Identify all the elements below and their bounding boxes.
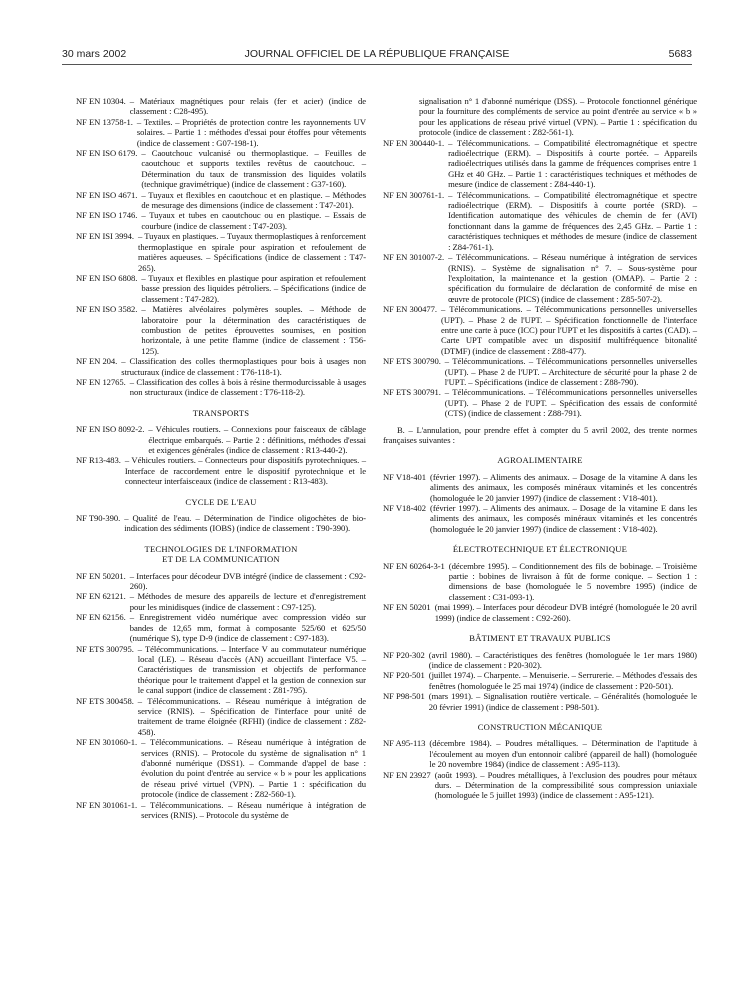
norm-entry [383,138,697,190]
norm-reference: NF EN ISO 6808. [76,272,138,283]
norm-entry [76,190,366,211]
section-heading: TECHNOLOGIES DE L'INFORMATION ET DE LA COMMUNICATION [144,543,298,565]
header-page-number: 5683 [668,48,692,60]
norm-entry [383,602,697,623]
norm-reference: NF EN 204. [76,356,118,367]
norm-entry [76,800,366,821]
norm-reference: NF V18-401 [383,471,427,482]
norm-entry [76,96,366,117]
section-heading: CONSTRUCTION MÉCANIQUE [477,721,603,732]
norm-entry [76,591,366,612]
norm-entry [383,691,697,712]
norm-reference: NF EN 301061-1. [76,799,138,810]
norm-reference: NF EN ISO 4671. [76,189,138,200]
norm-description: – Qualité de l'eau. – Détermination de l'indice oligochètes de bio-indication des sédiments (IOBS) (indice de classement : T90-390). [124,513,366,534]
norm-reference: NF V18-402 [383,503,427,514]
norm-description: – Télécommunications. – Télécommunications personnelles universelles (UPT). – Phase 2 de l'UPT. – Spécification fonctionnelle de l'interface entre une carte à puce (ICC) pour l'UPT et les dispositifs à cartes (CAD). – Carte UPT compatible avec un dispositif multifréquence bitonalité (DTMF) (indice de classement : Z88-477). [441,304,697,356]
norm-entry [76,696,366,738]
norm-reference: NF A95-113 [383,738,426,749]
norm-description: – Véhicules routiers. – Connecteurs pour dispositifs pyrotechniques. – Interface de raccordement entre le dispositif pyrotechnique et le connecteur interfaisceaux (indice de classement : R13-483). [124,455,366,487]
norm-description: – Véhicules routiers. – Connexions pour faisceaux de câblage électrique embarqués. – Partie 2 : définitions, méthodes d'essai et exigences générales (indice de classement : R13-440-2). [148,424,366,455]
norm-entry [76,273,366,304]
section-heading: TRANSPORTS [192,407,250,418]
norm-entry [383,356,697,387]
norm-description: (mai 1999). – Interfaces pour décodeur DVB intégré (homologuée le 20 avril 1999) (indice de classement : C92-260). [434,602,697,623]
norm-entry [76,148,366,190]
norm-description: (décembre 1995). – Conditionnement des fils de bobinage. – Troisième partie : bobines de livraison à fût de forme conique. – Section 1 : dimensions de base (homologuée le 5 novembre 1995) (indice de classement : C31-093-1). [448,560,697,602]
norm-description: – Télécommunications. – Réseau numérique à intégration de services (RNIS). – Protocole du système de signalisation n° 1 d'abonné numérique (DSS1). – Commande d'appel de base : évolution du point d'entrée au service « b » pour les applications de réseau privé virtuel (VPN). – Partie 1 : spécification du protocole (indice de classement : Z82-560-1). [141,737,366,800]
norm-description: (décembre 1984). – Poudres métalliques. – Détermination de l'aptitude à l'écoulement au moyen d'un entonnoir calibré (appareil de hall) (homologuée le 20 novembre 1984) (indice de classement : A95-113). [429,738,697,770]
norm-reference: NF EN 60264-3-1 [383,560,445,571]
norm-reference: NF EN ISO 3582. [76,304,138,315]
norm-description: – Tuyaux et flexibles en plastique pour aspiration et refoulement basse pression des liquides pétroliers. – Spécifications (indice de classement : T47-282). [141,272,366,304]
norm-reference: NF P20-501 [383,670,425,681]
norm-entry [76,210,366,231]
norm-reference: NF EN 13758-1. [76,116,133,127]
norm-description: – Matières alvéolaires polymères souples. – Méthode de laboratoire pour la détermination des caractéristiques de combustion de petites éprouvettes soumises, en position horizontale, à une petite flamme (indice de classement : T56-125). [141,304,366,356]
entry-continuation: signalisation n° 1 d'abonné numérique (DSS). – Protocole fonctionnel générique pour la fourniture des compléments de service au point d'entrée au service « b » pour les applications de réseau privé virtuel (VPN). – Partie 1 : spécification du protocole (indice de classement : Z82-561-1). [419,96,697,138]
norm-description: (février 1997). – Aliments des animaux. – Dosage de la vitamine A dans les aliments des animaux, les composés minéraux vitaminés et les concentrés (homologuée le 20 janvier 1997) (indice de classement : V18-401). [430,471,697,503]
norm-description: – Télécommunications. – Réseau numérique à intégration de service (RNIS). – Spécification de l'interface pour unité de traitement de trame éloignée (RFHI) (indice de classement : Z82-458). [137,695,366,737]
norm-entry [76,377,366,398]
norm-entry [76,117,366,148]
section-heading: CYCLE DE L'EAU [185,496,257,507]
norm-description: (avril 1980). – Caractéristiques des fenêtres (homologuée le 1er mars 1980) (indice de classement : P20-302). [428,649,697,670]
norm-reference: NF ETS 300458. [76,695,134,706]
norm-description: – Enregistrement vidéo numérique avec compression vidéo sur bandes de 12,65 mm, format à composante 525/60 et 625/50 (numérique S), type D-9 (indice de classement : C97-183). [129,612,366,644]
norm-description: – Matériaux magnétiques pour relais (fer et acier) (indice de classement : C28-495). [129,96,366,117]
norm-description: – Télécommunications. – Réseau numérique à intégration de services (RNIS). – Système de signalisation n° 7. – Sous-système pour l'exploitation, la maintenance et la gestion (OMAP). – Partie 2 : spécification du formulaire de déclaration de conformité de mise en œuvre de protocole (PICS) (indice de classement : Z85-507-2). [448,252,697,304]
header-rule [62,64,692,65]
norm-entry [383,252,697,304]
norm-reference: NF R13-483. [76,455,121,466]
norm-reference: NF EN 10304. [76,96,126,106]
norm-description: – Télécommunications. – Interface V au commutateur numérique local (LE). – Réseau d'accès (AN) accueillant l'interface V5. – Caractéristiques de transmission et objectifs de performance théorique pour le traitement d'appel et la gestion de connexion sur le canal support (indice de classement : Z81-795). [137,643,366,696]
norm-reference: NF EN 62121. [76,591,126,602]
norm-reference: NF ETS 300791. [383,387,441,398]
paragraph: B. – L'annulation, pour prendre effet à compter du 5 avril 2002, des trente normes françaises suivantes : [383,424,697,445]
norm-reference: NF T90-390. [76,513,121,524]
norm-description: – Tuyaux et flexibles en caoutchouc et en plastique. – Méthodes de mesurage des dimensions (indice de classement : T47-201). [141,189,366,211]
left-column [76,96,366,820]
norm-entry [76,356,366,377]
right-column [383,96,697,801]
norm-entry [383,503,697,534]
norm-reference: NF EN 301060-1. [76,737,138,748]
norm-entry [76,304,366,356]
norm-entry [383,472,697,503]
norm-entry [383,304,697,356]
norm-reference: NF P20-302 [383,649,425,660]
norm-description: – Caoutchouc vulcanisé ou thermoplastique. – Feuilles de caoutchouc et supports textiles revêtus de caoutchouc. – Détermination du taux de transmission des liquides volatils (technique gravimétrique) (indice de classement : G37-160). [141,148,366,190]
norm-entry [383,561,697,603]
norm-entry [383,387,697,418]
norm-description: (juillet 1974). – Charpente. – Menuiserie. – Serrurerie. – Méthodes d'essais des fenêtres (homologuée le 25 mai 1974) (indice de classement : P20-501). [428,670,697,691]
header-date: 30 mars 2002 [62,48,127,60]
norm-entry [76,513,366,534]
norm-reference: NF EN 62156. [76,612,126,623]
norm-reference: NF EN 50201 [383,602,431,613]
norm-entry [76,424,366,455]
norm-description: – Télécommunications. – Compatibilité électromagnétique et spectre radioélectrique (ERM). – Dispositifs à courte portée (SRD). – Identification automatique des véhicules de chemin de fer (AVI) fonctionnant dans la gamme de fréquences des 2,45 GHz. – Partie 1 : caractéristiques techniques et méthodes de mesure (indice de classement : Z84-761-1). [448,189,697,252]
norm-description: – Tuyaux en plastiques. – Tuyaux thermoplastiques à renforcement thermoplastique en spirale pour aspiration et refoulement de matières aqueuses. – Spécifications (indice de classement : T47-265). [137,231,366,273]
norm-entry [383,770,697,801]
norm-description: – Textiles. – Propriétés de protection contre les rayonnements UV solaires. – Partie 1 : méthodes d'essai pour étoffes pour vêtements (indice de classement : G07-198-1). [136,116,366,148]
norm-entry [76,644,366,696]
norm-reference: NF EN ISO 6179. [76,148,138,159]
norm-entry [76,571,366,592]
norm-reference: NF EN 300477. [383,304,438,315]
norm-reference: NF EN 300440-1. [383,137,445,148]
norm-entry [383,650,697,671]
norm-entry [383,738,697,769]
norm-description: – Méthodes de mesure des appareils de lecture et d'enregistrement pour les minidisques (indice de classement : C97-125). [129,591,366,612]
norm-entry [76,231,366,273]
norm-description: (mars 1991). – Signalisation routière verticale. – Généralités (homologuée le 20 février 1991) (indice de classement : P98-501). [428,691,697,712]
norm-entry [383,190,697,252]
norm-entry [76,612,366,643]
norm-reference: NF EN 12765. [76,376,126,387]
header-journal-title: JOURNAL OFFICIEL DE LA RÉPUBLIQUE FRANÇAISE [244,48,510,60]
norm-entry [76,737,366,799]
norm-description: – Interfaces pour décodeur DVB intégré (indice de classement : C92-260). [129,570,366,592]
norm-reference: NF EN 50201. [76,570,126,581]
section-heading: AGROALIMENTAIRE [497,455,583,466]
norm-description: – Classification des colles thermoplastiques pour bois à usages non structuraux (indice de classement : T76-118-1). [121,356,366,377]
norm-description: – Tuyaux et tubes en caoutchouc ou en plastique. – Essais de courbure (indice de classement : T47-203). [141,210,366,231]
norm-reference: NF EN 23927 [383,769,431,780]
norm-description: – Télécommunications. – Télécommunications personnelles universelles (UPT). – Phase 2 de l'UPT. – Architecture de sécurité pour la phase 2 de l'UPT. – Spécifications (indice de classement : Z88-790). [444,356,697,387]
norm-description: – Télécommunications. – Télécommunications personnelles universelles (UPT). – Phase 2 de l'UPT. – Spécification des essais de conformité (CTS) (indice de classement : Z88-791). [444,387,697,419]
norm-description: (août 1993). – Poudres métalliques, à l'exclusion des poudres pour métaux durs. – Détermination de la compressibilité sous compression uniaxiale (homologuée le 5 juillet 1993) (indice de classement : A95-121). [434,769,697,801]
norm-reference: NF P98-501 [383,691,425,702]
norm-reference: NF EN ISO 8092-2. [76,424,145,435]
norm-reference: NF EN ISO 1746. [76,210,138,221]
norm-reference: NF EN ISI 3994. [76,231,134,242]
section-heading: BÂTIMENT ET TRAVAUX PUBLICS [469,633,611,644]
norm-entry [383,670,697,691]
section-heading: ÉLECTROTECHNIQUE ET ÉLECTRONIQUE [452,544,628,555]
norm-description: – Classification des colles à bois à résine thermodurcissable à usages non structuraux (indice de classement : T76-118-2). [129,376,366,398]
norm-description: – Télécommunications. – Compatibilité électromagnétique et spectre radioélectrique (ERM). – Dispositifs à courte portée. – Appareils radioélectriques utilisés dans la gamme de fréquences comprises entre 1 GHz et 40 GHz. – Partie 1 : caractéristiques techniques et méthodes de mesure (indice de classement : Z84-440-1). [448,137,697,190]
norm-entry [76,455,366,486]
norm-description: (février 1997). – Aliments des animaux. – Dosage de la vitamine E dans les aliments des animaux, les composés minéraux vitaminés et les concentrés (homologuée le 20 janvier 1997) (indice de classement : V18-402). [430,503,697,534]
norm-reference: NF EN 300761-1. [383,189,445,200]
norm-reference: NF ETS 300795. [76,643,134,654]
norm-reference: NF EN 301007-2. [383,252,445,263]
norm-description: – Télécommunications. – Réseau numérique à intégration de services (RNIS). – Protocole du système de [141,799,366,820]
norm-reference: NF ETS 300790. [383,356,441,367]
page-header [62,48,692,64]
